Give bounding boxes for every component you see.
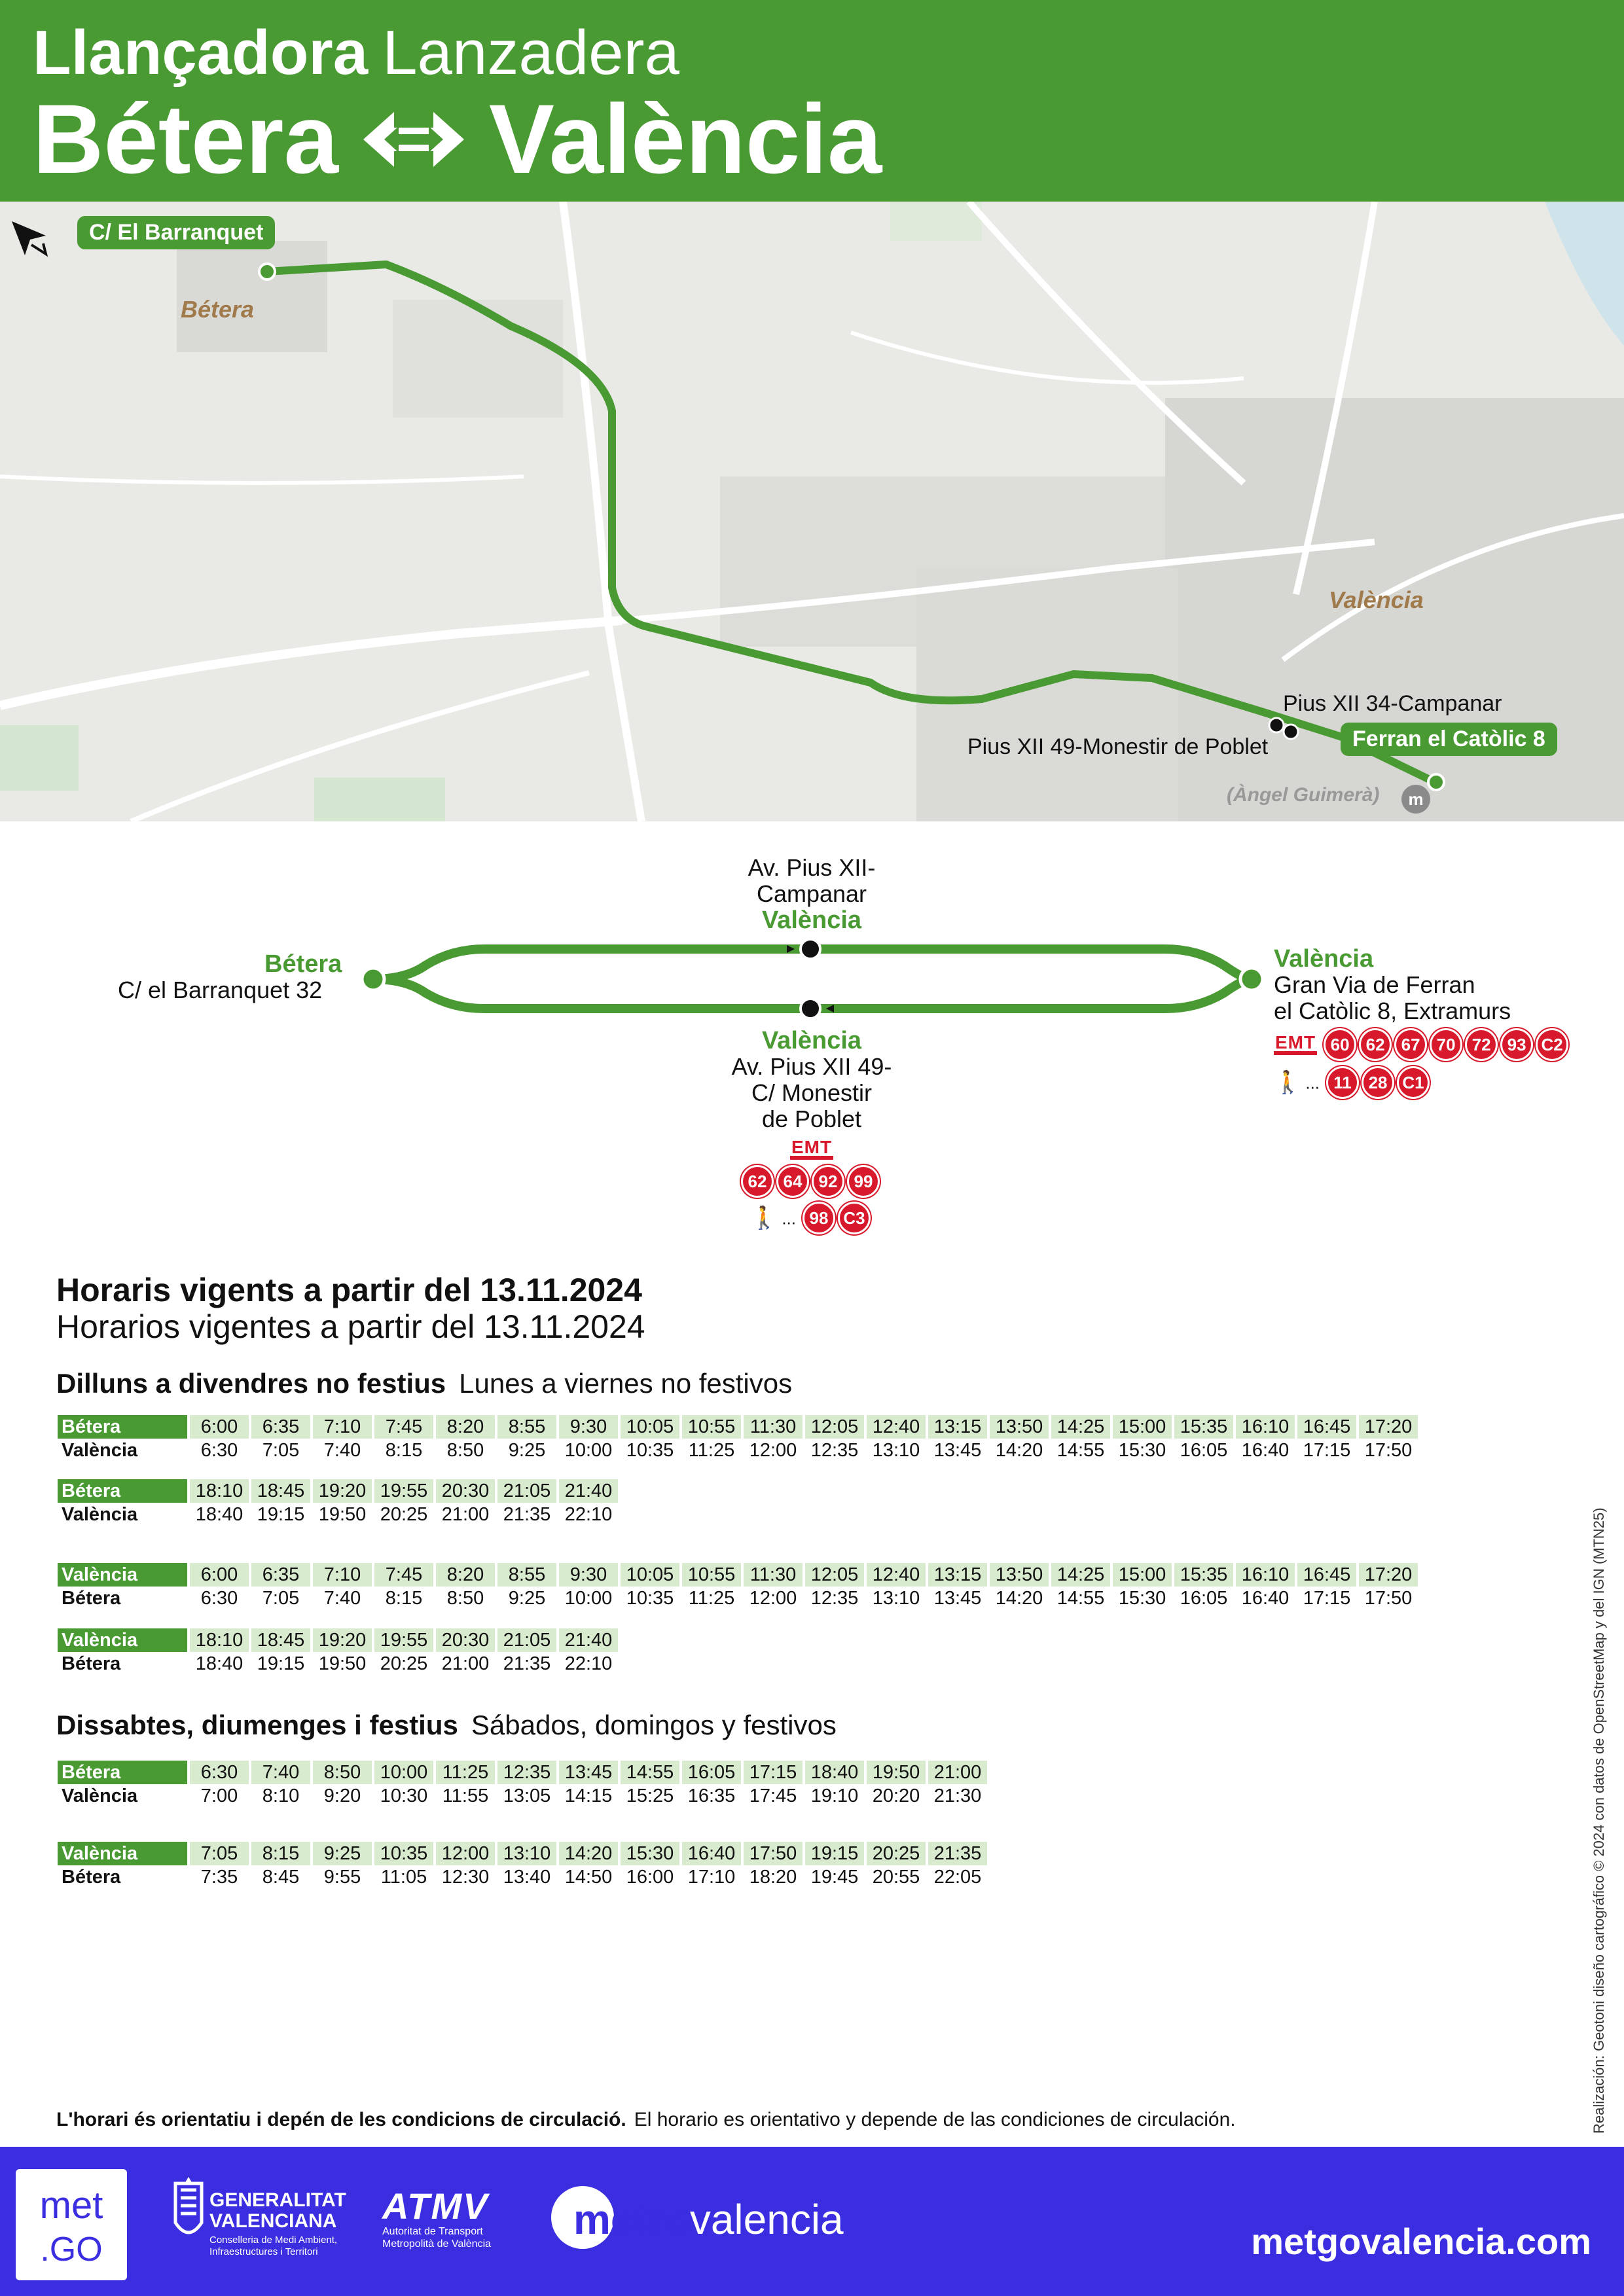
time-cell: 18:10 [190, 1479, 249, 1503]
time-cell: 7:05 [190, 1842, 249, 1865]
schematic-betera-name: Bétera [264, 950, 342, 978]
stop-label: Bétera [58, 1761, 187, 1784]
time-cell: 7:45 [374, 1415, 433, 1439]
time-cell: 7:05 [262, 1587, 300, 1609]
time-cell: 16:45 [1297, 1415, 1356, 1439]
time-cell: 16:00 [626, 1866, 674, 1888]
time-cell: 6:30 [200, 1439, 238, 1461]
time-cell: 13:50 [990, 1415, 1049, 1439]
time-cell: 10:35 [374, 1842, 433, 1865]
metrovalencia-bold: metro [573, 2196, 690, 2243]
time-cell: 21:00 [441, 1503, 490, 1525]
gva-crest-icon [169, 2177, 208, 2255]
time-cell: 18:20 [749, 1866, 797, 1888]
timetable-block [55, 1761, 990, 1808]
metrovalencia-logo[interactable] [573, 2197, 844, 2242]
time-cell: 9:25 [508, 1587, 546, 1609]
time-cell: 15:25 [626, 1785, 674, 1806]
time-cell: 7:40 [323, 1587, 361, 1609]
disclaimer-note [56, 2109, 1236, 2131]
title-catalan: Llançadora [33, 18, 369, 88]
bus-line-badge: 28 [1362, 1066, 1394, 1099]
time-cell: 12:40 [867, 1415, 926, 1439]
disclaimer-es: El horario es orientativo y depende de las condiciones de circulación. [634, 2109, 1236, 2130]
weekday-heading-ca: Dilluns a divendres no festius [56, 1368, 446, 1399]
time-cell: 18:40 [195, 1503, 244, 1525]
time-cell: 14:15 [564, 1785, 613, 1806]
time-cell: 15:30 [1118, 1439, 1166, 1461]
time-cell: 9:30 [559, 1415, 618, 1439]
weekend-heading-ca: Dissabtes, diumenges i festius [56, 1710, 458, 1740]
time-cell: 17:15 [1303, 1587, 1351, 1609]
time-cell: 18:45 [251, 1479, 310, 1503]
time-cell: 10:00 [564, 1439, 613, 1461]
route-origin: Bétera [33, 84, 338, 194]
time-cell: 9:25 [313, 1842, 372, 1865]
time-cell: 13:10 [872, 1439, 920, 1461]
route-destination: València [488, 84, 882, 194]
time-cell: 22:05 [933, 1866, 982, 1888]
time-cell: 19:50 [318, 1653, 367, 1674]
time-cell: 16:40 [682, 1842, 741, 1865]
time-cell: 15:35 [1174, 1563, 1233, 1587]
time-cell: 20:25 [380, 1653, 428, 1674]
time-cell: 15:00 [1113, 1563, 1172, 1587]
time-cell: 19:20 [313, 1628, 372, 1652]
schematic-valencia [1274, 946, 1571, 1099]
time-cell: 13:15 [928, 1563, 987, 1587]
stop-dot-ferran [1428, 774, 1444, 790]
time-cell: 13:45 [559, 1761, 618, 1784]
time-cell: 17:20 [1359, 1563, 1418, 1587]
time-cell: 6:30 [190, 1761, 249, 1784]
emt-logo: EMT [790, 1139, 833, 1160]
time-cell: 14:25 [1051, 1563, 1110, 1587]
metgo-logo[interactable] [16, 2169, 127, 2280]
time-cell: 8:15 [251, 1842, 310, 1865]
time-cell: 16:05 [1180, 1439, 1228, 1461]
bus-line-badge: 99 [847, 1165, 880, 1198]
time-cell: 19:50 [318, 1503, 367, 1525]
time-cell: 19:15 [805, 1842, 864, 1865]
weekend-heading-es: Sábados, domingos y festivos [471, 1710, 837, 1740]
valencia-name: València [1274, 945, 1374, 973]
time-cell: 14:50 [564, 1866, 613, 1888]
time-cell: 12:00 [436, 1842, 495, 1865]
time-cell: 14:20 [995, 1439, 1043, 1461]
stop-label: Bétera [62, 1653, 121, 1674]
time-cell: 12:35 [810, 1587, 859, 1609]
metgo-line2: .GO [40, 2231, 103, 2269]
departure-row [58, 1628, 618, 1652]
bus-line-badge: 93 [1500, 1028, 1533, 1061]
time-cell: 21:05 [497, 1628, 556, 1652]
time-cell: 16:45 [1297, 1563, 1356, 1587]
atmv-wordmark: ATMV [382, 2185, 489, 2227]
time-cell: 12:00 [749, 1439, 797, 1461]
timetable-block [55, 1415, 1420, 1462]
map-stop-campanar: Pius XII 34-Campanar [1283, 691, 1502, 716]
time-cell: 21:00 [928, 1761, 987, 1784]
time-cell: 8:45 [262, 1866, 300, 1888]
pedestrian-icon: 🚶 [1274, 1070, 1302, 1095]
time-cell: 11:30 [744, 1563, 803, 1587]
time-cell: 10:55 [682, 1563, 741, 1587]
time-cell: 6:35 [251, 1415, 310, 1439]
bus-line-badge: 64 [776, 1165, 809, 1198]
time-cell: 21:35 [503, 1503, 551, 1525]
time-cell: 20:25 [867, 1842, 926, 1865]
time-cell: 8:50 [446, 1587, 484, 1609]
bottom-stop-line1: Av. Pius XII 49- [731, 1053, 892, 1080]
time-cell: 15:35 [1174, 1415, 1233, 1439]
time-cell: 21:30 [933, 1785, 982, 1806]
time-cell: 19:55 [374, 1628, 433, 1652]
bus-line-badge: 98 [803, 1202, 835, 1234]
stop-label: Bétera [62, 1866, 121, 1888]
time-cell: 7:40 [251, 1761, 310, 1784]
time-cell: 17:15 [744, 1761, 803, 1784]
time-cell: 14:20 [995, 1587, 1043, 1609]
time-cell: 18:40 [195, 1653, 244, 1674]
time-cell: 6:00 [190, 1415, 249, 1439]
time-cell: 16:40 [1241, 1439, 1290, 1461]
time-cell: 16:05 [682, 1761, 741, 1784]
schematic-bottom-stop [694, 1028, 929, 1234]
stop-label: València [58, 1628, 187, 1652]
title-spanish: Lanzadera [382, 18, 679, 88]
time-cell: 8:50 [446, 1439, 484, 1461]
atmv-sub1: Autoritat de Transport [382, 2226, 483, 2237]
walk-suffix: ... [782, 1208, 796, 1229]
stop-dot-betera [259, 264, 275, 279]
time-cell: 14:20 [559, 1842, 618, 1865]
time-cell: 13:40 [503, 1866, 551, 1888]
time-cell: 20:25 [380, 1503, 428, 1525]
time-cell: 10:30 [380, 1785, 428, 1806]
time-cell: 13:10 [872, 1587, 920, 1609]
time-cell: 9:25 [508, 1439, 546, 1461]
time-cell: 19:45 [810, 1866, 859, 1888]
time-cell: 19:55 [374, 1479, 433, 1503]
stop-label: València [62, 1785, 138, 1806]
time-cell: 8:55 [497, 1415, 556, 1439]
gva-line1: GENERALITAT [209, 2189, 346, 2211]
time-cell: 16:35 [687, 1785, 736, 1806]
time-cell: 17:50 [1364, 1587, 1413, 1609]
time-cell: 6:35 [251, 1563, 310, 1587]
time-cell: 10:35 [626, 1439, 674, 1461]
time-cell: 13:50 [990, 1563, 1049, 1587]
time-cell: 17:20 [1359, 1415, 1418, 1439]
weekday-heading [56, 1368, 792, 1399]
bus-line-badge: 62 [741, 1165, 774, 1198]
time-cell: 19:20 [313, 1479, 372, 1503]
valencia-addr2: el Catòlic 8, Extramurs [1274, 997, 1511, 1024]
arrival-row [58, 1784, 987, 1808]
atmv-logo[interactable] [382, 2187, 491, 2250]
bus-line-badge: 70 [1430, 1028, 1462, 1061]
time-cell: 16:05 [1180, 1587, 1228, 1609]
gva-line2: VALENCIANA [209, 2210, 337, 2232]
map-town-valencia: València [1329, 586, 1424, 613]
weekend-heading [56, 1710, 837, 1741]
time-cell: 17:10 [687, 1866, 736, 1888]
time-cell: 15:30 [1118, 1587, 1166, 1609]
schematic-dot-betera [362, 968, 384, 990]
time-cell: 12:00 [749, 1587, 797, 1609]
stop-label: València [62, 1439, 138, 1461]
time-cell: 9:20 [323, 1785, 361, 1806]
gva-sub2: Infraestructures i Territori [209, 2246, 318, 2257]
time-cell: 18:45 [251, 1628, 310, 1652]
metro-icon-letter: m [1408, 789, 1424, 809]
departure-row [58, 1842, 987, 1865]
time-cell: 13:45 [933, 1439, 982, 1461]
time-cell: 12:05 [805, 1563, 864, 1587]
time-cell: 11:25 [436, 1761, 495, 1784]
map-metro-station: (Àngel Guimerà) [1227, 784, 1380, 806]
time-cell: 12:05 [805, 1415, 864, 1439]
departure-row [58, 1563, 1418, 1587]
time-cell: 10:35 [626, 1587, 674, 1609]
time-cell: 7:10 [313, 1563, 372, 1587]
bottom-stop-direction: València [761, 1027, 862, 1054]
stop-label: València [62, 1503, 138, 1525]
double-arrow-icon [358, 107, 469, 172]
emt-logo: EMT [1274, 1034, 1317, 1055]
schematic-top-stop [727, 855, 897, 933]
time-cell: 20:30 [436, 1628, 495, 1652]
service-title [33, 17, 679, 89]
time-cell: 13:45 [933, 1587, 982, 1609]
time-cell: 22:10 [564, 1653, 613, 1674]
time-cell: 20:30 [436, 1479, 495, 1503]
time-cell: 15:30 [621, 1842, 679, 1865]
departure-row [58, 1479, 618, 1503]
map-credit: Realización: Geotoni diseño cartográfico © 2024 con datos de OpenStreetMap y del IGN (MTN25) [1591, 1507, 1607, 2134]
time-cell: 17:15 [1303, 1439, 1351, 1461]
stop-dot-campanar [1269, 718, 1284, 732]
gva-sub1: Conselleria de Medi Ambient, [209, 2234, 338, 2246]
time-cell: 9:55 [323, 1866, 361, 1888]
schematic-dot-campanar [801, 939, 820, 959]
top-stop-direction: València [761, 906, 862, 934]
time-cell: 19:10 [810, 1785, 859, 1806]
bus-line-badge: 60 [1324, 1028, 1356, 1061]
north-arrow-icon [12, 221, 46, 255]
timetable-title-ca: Horaris vigents a partir del 13.11.2024 [56, 1272, 642, 1308]
time-cell: 13:05 [503, 1785, 551, 1806]
time-cell: 8:50 [313, 1761, 372, 1784]
top-stop-line2: Campanar [756, 880, 867, 907]
timetable-block [55, 1842, 990, 1889]
time-cell: 13:10 [497, 1842, 556, 1865]
schematic-dot-poblet [801, 999, 820, 1018]
map-stop-poblet: Pius XII 49-Monestir de Poblet [967, 734, 1269, 759]
stop-label: València [58, 1563, 187, 1587]
time-cell: 18:10 [190, 1628, 249, 1652]
time-cell: 14:55 [1056, 1587, 1105, 1609]
time-cell: 9:30 [559, 1563, 618, 1587]
time-cell: 22:10 [564, 1503, 613, 1525]
time-cell: 7:35 [200, 1866, 238, 1888]
disclaimer-ca: L'horari és orientatiu i depén de les condicions de circulació. [56, 2109, 626, 2130]
time-cell: 11:25 [688, 1587, 735, 1609]
arrival-row [58, 1652, 618, 1676]
time-cell: 6:30 [200, 1587, 238, 1609]
time-cell: 21:35 [928, 1842, 987, 1865]
map-tag-end: Ferran el Catòlic 8 [1341, 723, 1557, 756]
time-cell: 11:30 [744, 1415, 803, 1439]
timetable-title-es: Horarios vigentes a partir del 13.11.2024 [56, 1308, 645, 1345]
time-cell: 21:00 [441, 1653, 490, 1674]
time-cell: 16:10 [1236, 1415, 1295, 1439]
map-town-betera: Bétera [181, 296, 255, 323]
time-cell: 14:25 [1051, 1415, 1110, 1439]
time-cell: 10:00 [374, 1761, 433, 1784]
time-cell: 21:40 [559, 1479, 618, 1503]
timetable-block [55, 1479, 621, 1526]
website-link[interactable]: metgovalencia.com [1251, 2221, 1591, 2262]
time-cell: 8:15 [385, 1439, 423, 1461]
bus-line-badge: 62 [1359, 1028, 1392, 1061]
time-cell: 17:50 [744, 1842, 803, 1865]
time-cell: 16:10 [1236, 1563, 1295, 1587]
stop-label: Bétera [62, 1587, 121, 1609]
time-cell: 8:20 [436, 1415, 495, 1439]
bottom-stop-line3: de Poblet [761, 1105, 862, 1132]
time-cell: 11:05 [380, 1866, 427, 1888]
time-cell: 21:35 [503, 1653, 551, 1674]
time-cell: 16:40 [1241, 1587, 1290, 1609]
time-cell: 10:05 [621, 1563, 679, 1587]
time-cell: 10:00 [564, 1587, 613, 1609]
time-cell: 7:00 [200, 1785, 238, 1806]
time-cell: 10:05 [621, 1415, 679, 1439]
bus-line-badge: C1 [1397, 1066, 1430, 1099]
schematic-dot-valencia [1240, 968, 1263, 990]
weekday-heading-es: Lunes a viernes no festivos [459, 1368, 793, 1399]
time-cell: 19:50 [867, 1761, 926, 1784]
time-cell: 10:55 [682, 1415, 741, 1439]
time-cell: 17:50 [1364, 1439, 1413, 1461]
bus-line-badge: C2 [1536, 1028, 1568, 1061]
time-cell: 8:10 [262, 1785, 300, 1806]
time-cell: 6:00 [190, 1563, 249, 1587]
time-cell: 17:45 [749, 1785, 797, 1806]
time-cell: 11:55 [442, 1785, 489, 1806]
bus-line-badge: 11 [1326, 1066, 1359, 1099]
timetable-block [55, 1563, 1420, 1610]
arrival-row [58, 1503, 618, 1526]
time-cell: 11:25 [688, 1439, 735, 1461]
atmv-sub2: Metropolità de València [382, 2238, 492, 2250]
time-cell: 12:35 [497, 1761, 556, 1784]
arrival-row [58, 1865, 987, 1889]
stop-dot-poblet [1284, 725, 1298, 739]
bus-line-badge: 67 [1394, 1028, 1427, 1061]
time-cell: 21:05 [497, 1479, 556, 1503]
departure-row [58, 1415, 1418, 1439]
time-cell: 14:55 [1056, 1439, 1105, 1461]
time-cell: 12:30 [441, 1866, 490, 1888]
time-cell: 12:35 [810, 1439, 859, 1461]
time-cell: 20:55 [872, 1866, 920, 1888]
time-cell: 18:40 [805, 1761, 864, 1784]
walk-suffix: ... [1305, 1073, 1320, 1093]
time-cell: 14:55 [621, 1761, 679, 1784]
time-cell: 19:15 [257, 1503, 305, 1525]
bottom-stop-line2: C/ Monestir [751, 1079, 873, 1106]
top-stop-line1: Av. Pius XII- [748, 854, 876, 881]
time-cell: 20:20 [872, 1785, 920, 1806]
time-cell: 21:40 [559, 1628, 618, 1652]
stop-label: Bétera [58, 1415, 187, 1439]
stop-label: Bétera [58, 1479, 187, 1503]
arrival-row [58, 1439, 1418, 1462]
time-cell: 8:20 [436, 1563, 495, 1587]
bus-line-badge: C3 [838, 1202, 871, 1234]
schematic-betera-address: C/ el Barranquet 32 [118, 977, 323, 1003]
departure-row [58, 1761, 987, 1784]
time-cell: 8:15 [385, 1587, 423, 1609]
time-cell: 13:15 [928, 1415, 987, 1439]
pedestrian-icon: 🚶 [749, 1206, 778, 1230]
arrival-row [58, 1587, 1418, 1610]
route-title [33, 82, 882, 196]
time-cell: 15:00 [1113, 1415, 1172, 1439]
metrovalencia-rest: valencia [689, 2196, 844, 2243]
metgo-line1: met [39, 2184, 103, 2227]
time-cell: 7:45 [374, 1563, 433, 1587]
route-map[interactable] [0, 202, 1624, 821]
timetable-block [55, 1628, 621, 1676]
time-cell: 8:55 [497, 1563, 556, 1587]
time-cell: 7:10 [313, 1415, 372, 1439]
gva-logo[interactable] [209, 2190, 346, 2258]
time-cell: 7:05 [262, 1439, 300, 1461]
stop-label: València [58, 1842, 187, 1865]
time-cell: 19:15 [257, 1653, 305, 1674]
time-cell: 7:40 [323, 1439, 361, 1461]
map-tag-start: C/ El Barranquet [77, 216, 275, 249]
bus-line-badge: 92 [812, 1165, 844, 1198]
time-cell: 12:40 [867, 1563, 926, 1587]
bus-line-badge: 72 [1465, 1028, 1498, 1061]
valencia-addr1: Gran Via de Ferran [1274, 971, 1475, 998]
